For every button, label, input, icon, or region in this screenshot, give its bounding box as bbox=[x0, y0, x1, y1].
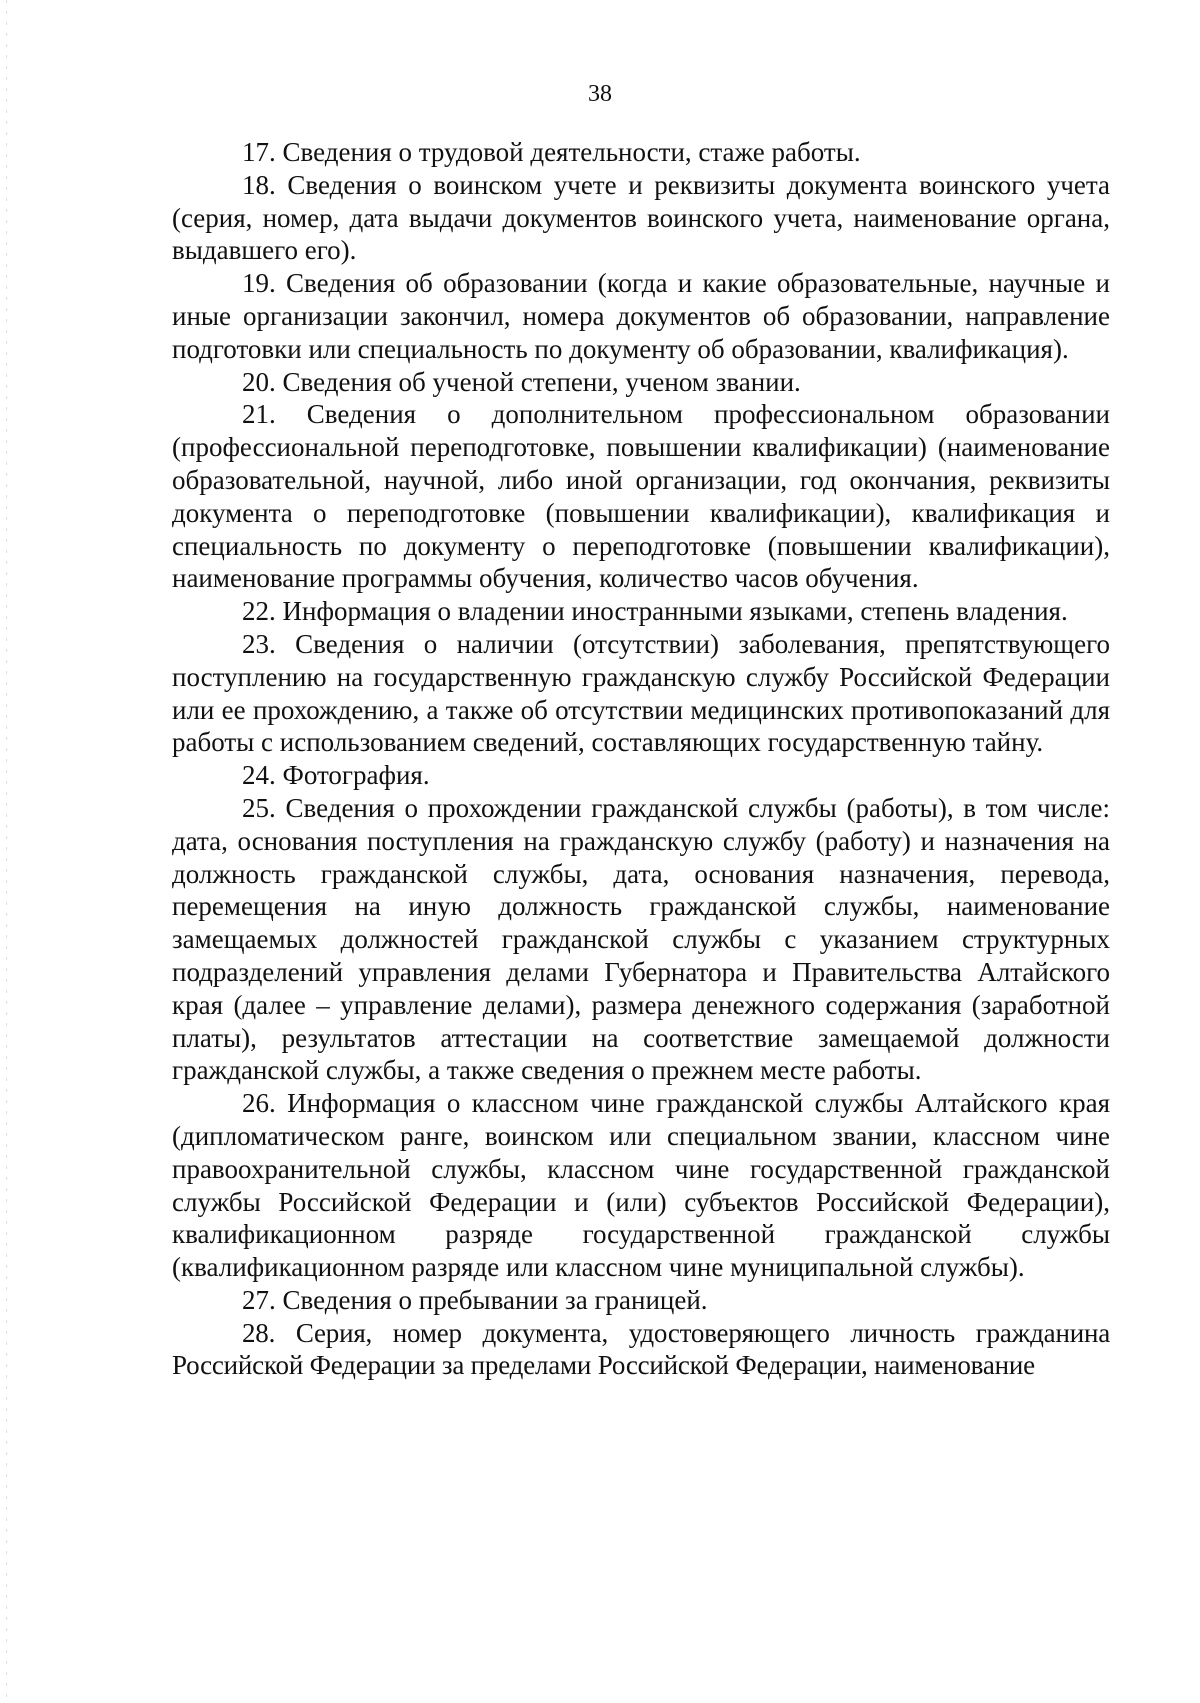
scan-edge-artifact bbox=[6, 0, 7, 1703]
paragraph-17: 17. Сведения о трудовой деятельности, стаже работы. bbox=[242, 137, 861, 167]
paragraph-24: 24. Фотография. bbox=[242, 760, 430, 791]
paragraph-18: 18. Сведения о воинском учете и реквизиты документа воинского учета (серия, номер, дата выдачи документов воинского учета, наименование органа, выдавшего его). bbox=[172, 169, 1110, 266]
paragraph-21: 21. Сведения о дополнительном профессиональном образовании (профессиональной переподготовке, повышении квалификации) (наименование образовательной, научной, либо иной организации, год окончания, реквизиты документа о переподготовке (повышении квалификации), квалификация и специальность по документу о переподготовке (повышении квалификации), наименование программы обучения, количество часов обучения. bbox=[172, 399, 1110, 594]
document-body bbox=[172, 136, 1110, 1382]
paragraph-19: 19. Сведения об образовании (когда и какие образовательные, научные и иные организации закончил, номера документов об образовании, направление подготовки или специальность по документу об образовании, квалификация). bbox=[172, 268, 1110, 364]
paragraph-22: 22. Информация о владении иностранными языками, степень владения. bbox=[242, 596, 1068, 627]
paragraph-28: 28. Серия, номер документа, удостоверяющего личность гражданина Российской Федерации за пределами Российской Федерации, наименование bbox=[172, 1317, 1110, 1381]
paragraph-20: 20. Сведения об ученой степени, ученом звании. bbox=[242, 366, 801, 397]
paragraph-25: 25. Сведения о прохождении гражданской службы (работы), в том числе: дата, основания поступления на гражданскую службу (работу) и назначения на должность гражданской службы, дата, основания назначения, перевода, перемещения на иную должность гражданской службы, наименование замещаемых должностей гражданской службы с указанием структурных подразделений управления делами Губернатора и Правительства Алтайского края (далее – управление делами), размера денежного содержания (заработной платы), результатов аттестации на соответствие замещаемой должности гражданской службы, а также сведения о прежнем месте работы. bbox=[172, 792, 1110, 1086]
page-number: 38 bbox=[588, 81, 612, 107]
paragraph-26: 26. Информация о классном чине гражданской службы Алтайского края (дипломатическом ранге, воинском или специальном звании, классном чине правоохранительной службы, классном чине государственной гражданской службы Российской Федерации и (или) субъектов Российской Федерации), квалификационном разряде государственной гражданской службы (квалификационном разряде или классном чине муниципальной службы). bbox=[172, 1088, 1110, 1283]
paragraph-27: 27. Сведения о пребывании за границей. bbox=[242, 1284, 708, 1315]
paragraph-23: 23. Сведения о наличии (отсутствии) заболевания, препятствующего поступлению на государственную гражданскую службу Российской Федерации или ее прохождению, а также об отсутствии медицинских противопоказаний для работы с использованием сведений, составляющих государственную тайну. bbox=[172, 628, 1110, 758]
